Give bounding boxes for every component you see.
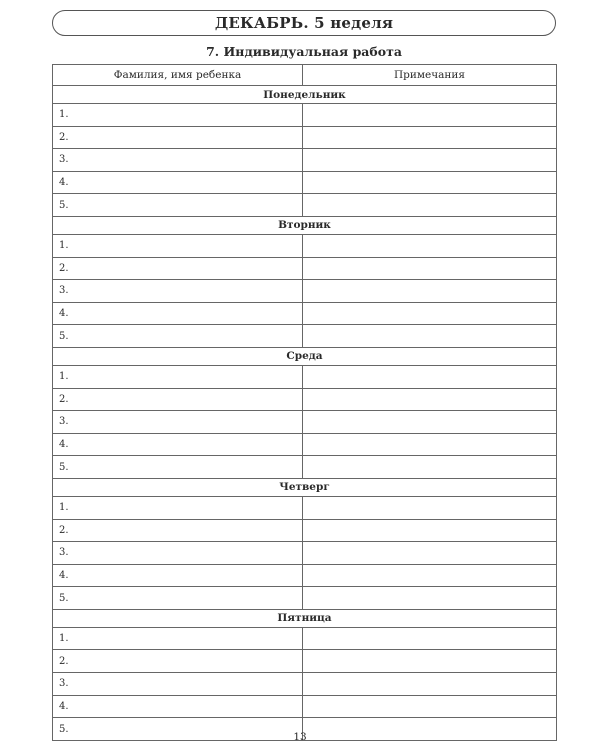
notes-cell xyxy=(303,234,557,257)
notes-cell xyxy=(303,650,557,673)
table-row xyxy=(53,564,557,587)
child-name-cell: 5. xyxy=(53,587,303,610)
day-header-row xyxy=(53,478,557,496)
individual-work-table xyxy=(52,64,557,741)
day-name: Вторник xyxy=(53,216,557,234)
notes-cell xyxy=(303,302,557,325)
table-body xyxy=(53,65,557,741)
page-number: 13 xyxy=(293,731,307,743)
child-name-cell: 4. xyxy=(53,302,303,325)
table-row xyxy=(53,325,557,348)
day-header-row xyxy=(53,86,557,104)
day-name: Пятница xyxy=(53,609,557,627)
table-row xyxy=(53,257,557,280)
child-name-cell: 5. xyxy=(53,194,303,217)
child-name-cell: 4. xyxy=(53,433,303,456)
child-name-cell: 2. xyxy=(53,388,303,411)
day-header-row xyxy=(53,347,557,365)
table-row xyxy=(53,194,557,217)
table-row xyxy=(53,280,557,303)
day-header-row xyxy=(53,609,557,627)
child-name-cell: 3. xyxy=(53,411,303,434)
notes-cell xyxy=(303,673,557,696)
table-row xyxy=(53,542,557,565)
child-name-cell: 5. xyxy=(53,325,303,348)
child-name-cell: 2. xyxy=(53,257,303,280)
table-row xyxy=(53,411,557,434)
child-name-cell: 4. xyxy=(53,695,303,718)
child-name-cell: 1. xyxy=(53,234,303,257)
table-row xyxy=(53,171,557,194)
notes-cell xyxy=(303,695,557,718)
table-row xyxy=(53,650,557,673)
table-row xyxy=(53,673,557,696)
table-row xyxy=(53,695,557,718)
notes-cell xyxy=(303,149,557,172)
child-name-cell: 5. xyxy=(53,456,303,479)
child-name-cell: 3. xyxy=(53,673,303,696)
child-name-cell: 4. xyxy=(53,564,303,587)
day-name: Понедельник xyxy=(53,86,557,104)
notes-cell xyxy=(303,325,557,348)
table-header-row xyxy=(53,65,557,86)
day-name: Четверг xyxy=(53,478,557,496)
child-name-cell: 2. xyxy=(53,126,303,149)
child-name-cell: 2. xyxy=(53,650,303,673)
table-row xyxy=(53,627,557,650)
notes-cell xyxy=(303,456,557,479)
child-name-cell: 3. xyxy=(53,280,303,303)
table-row xyxy=(53,302,557,325)
table-row xyxy=(53,234,557,257)
table-row xyxy=(53,126,557,149)
notes-cell xyxy=(303,542,557,565)
table-row xyxy=(53,149,557,172)
page-title: ДЕКАБРЬ. 5 неделя xyxy=(214,14,394,32)
notes-cell xyxy=(303,365,557,388)
notes-cell xyxy=(303,104,557,127)
notes-cell xyxy=(303,411,557,434)
header-box xyxy=(52,10,556,36)
child-name-cell: 3. xyxy=(53,542,303,565)
child-name-cell: 3. xyxy=(53,149,303,172)
column-header-notes: Примечания xyxy=(303,65,557,86)
column-header-name: Фамилия, имя ребенка xyxy=(53,65,303,86)
notes-cell xyxy=(303,280,557,303)
notes-cell xyxy=(303,587,557,610)
table-row xyxy=(53,519,557,542)
child-name-cell: 1. xyxy=(53,104,303,127)
table-row xyxy=(53,388,557,411)
notes-cell xyxy=(303,496,557,519)
table-row xyxy=(53,456,557,479)
table-row xyxy=(53,104,557,127)
notes-cell xyxy=(303,519,557,542)
section-title: 7. Индивидуальная работа xyxy=(206,44,402,59)
child-name-cell: 2. xyxy=(53,519,303,542)
child-name-cell: 4. xyxy=(53,171,303,194)
notes-cell xyxy=(303,126,557,149)
child-name-cell: 5. xyxy=(53,718,303,741)
notes-cell xyxy=(303,564,557,587)
day-header-row xyxy=(53,216,557,234)
table-row xyxy=(53,433,557,456)
table-row xyxy=(53,587,557,610)
child-name-cell: 1. xyxy=(53,365,303,388)
child-name-cell: 1. xyxy=(53,627,303,650)
day-name: Среда xyxy=(53,347,557,365)
notes-cell xyxy=(303,433,557,456)
table-row xyxy=(53,496,557,519)
notes-cell xyxy=(303,194,557,217)
notes-cell xyxy=(303,257,557,280)
notes-cell xyxy=(303,388,557,411)
notes-cell xyxy=(303,627,557,650)
notes-cell xyxy=(303,171,557,194)
child-name-cell: 1. xyxy=(53,496,303,519)
table-row xyxy=(53,365,557,388)
